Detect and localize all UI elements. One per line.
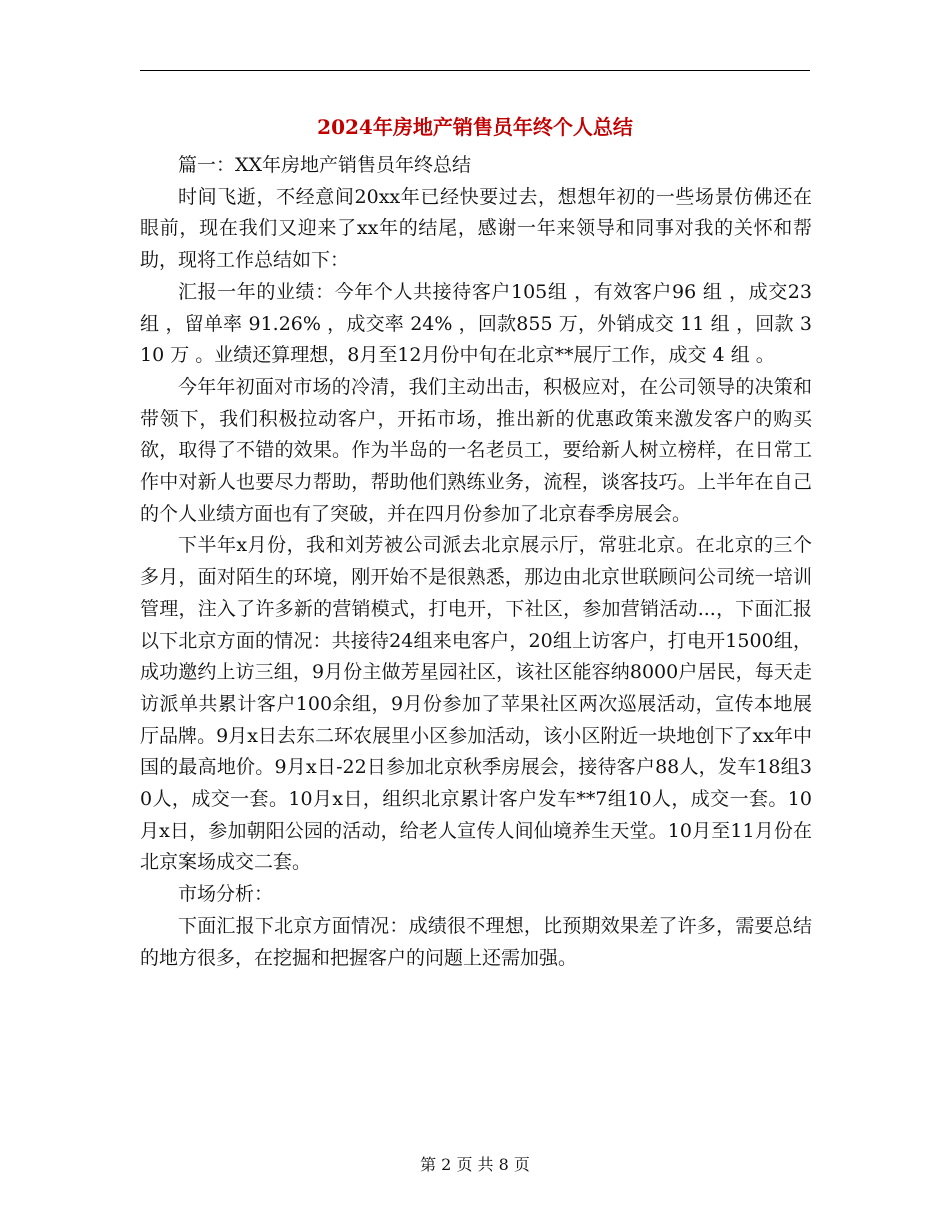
- header-rule: [140, 70, 810, 71]
- market-analysis-heading: 市场分析：: [178, 883, 274, 906]
- paragraph-second-half: 下半年x月份，我和刘芳被公司派去北京展示厅，常驻北京。在北京的三个多月，面对陌生的环境，刚开始不是很熟悉，那边由北京世联顾问公司统一培训管理，注入了许多新的营销模式，打电开，下社区，参加营销活动...，下面汇报以下北京方面的情况：共接待24组来电客户，20组上访客户，打电开1500组，成功邀约上访三组，9月份主做芳星园社区，该社区能容纳8000户居民，每天走访派单共累计客户100余组，9月份参加了苹果社区两次巡展活动，宣传本地展厅品牌。9月x日去东二环农展里小区参加活动，该小区附近一块地创下了xx年中国的最高地价。9月x日-22日参加北京秋季房展会，接待客户88人，发车18组30人，成交一套。10月x日，组织北京累计客户发车**7组10人，成交一套。10月x日，参加朝阳公园的活动，给老人宣传人间仙境养生天堂。10月至11月份在北京案场成交二套。: [140, 534, 812, 874]
- document-body: [140, 150, 812, 974]
- document-title: 2024年房地产销售员年终个人总结: [317, 115, 633, 139]
- section-heading: 篇一：XX年房地产销售员年终总结: [178, 154, 472, 176]
- paragraph-first-half: 今年年初面对市场的冷清，我们主动出击，积极应对，在公司领导的决策和带领下，我们积极拉动客户，开拓市场，推出新的优惠政策来激发客户的购买欲，取得了不错的效果。作为半岛的一名老员工，要给新人树立榜样，在日常工作中对新人也要尽力帮助，帮助他们熟练业务，流程，谈客技巧。上半年在自己的个人业绩方面也有了突破，并在四月份参加了北京春季房展会。: [140, 375, 812, 525]
- paragraph-intro: 时间飞逝，不经意间20xx年已经快要过去，想想年初的一些场景仿佛还在眼前，现在我们又迎来了xx年的结尾，感谢一年来领导和同事对我的关怀和帮助，现将工作总结如下：: [140, 185, 812, 272]
- paragraph-performance: 汇报一年的业绩：今年个人共接待客户105组 ，有效客户96 组 ，成交23 组 ，留单率 91.26% ，成交率 24% ，回款855 万，外销成交 11 组 ，回款 310 万 。业绩还算理想，8月至12月份中旬在北京**展厅工作，成交 4 组 。: [140, 280, 812, 367]
- page-number-footer: 第 2 页 共 8 页: [420, 1155, 530, 1174]
- paragraph-beijing-summary: 下面汇报下北京方面情况：成绩很不理想，比预期效果差了许多，需要总结的地方很多，在挖掘和把握客户的问题上还需加强。: [140, 914, 812, 969]
